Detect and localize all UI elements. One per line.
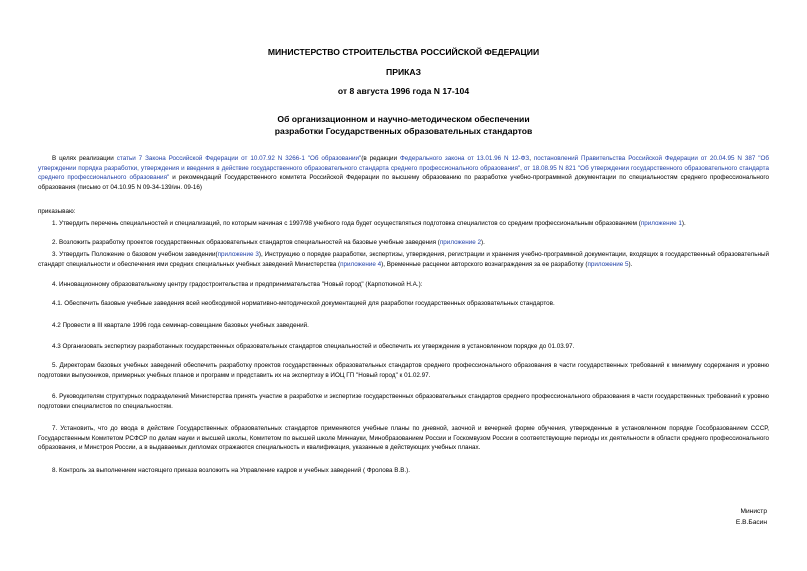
preamble-text-2: (в редакции: [361, 155, 401, 162]
ministry-heading: МИНИСТЕРСТВО СТРОИТЕЛЬСТВА РОССИЙСКОЙ ФЕДЕРАЦИИ: [267, 47, 540, 57]
preamble-text-4: и рекомендаций Государственного комитета Российской Федерации по высшему образованию по разработке учебно-программной документации по специальностям среднего профессионального образования (письмо от 04.10.95 N 09-34-139/ин. 09-16): [38, 174, 770, 191]
appendix-2-link[interactable]: приложение 2: [439, 239, 481, 246]
appendix-4-link[interactable]: приложение 4: [340, 260, 382, 268]
order-item-6: 6. Руководителям структурных подразделений Министерства принять участие в разработке и экспертизе государственных образовательных стандартов среднего профессионального образования в части государственных требований к уровню подготовки специалистов по специальностям.: [38, 393, 769, 410]
signature-role: Министр: [740, 508, 767, 515]
item-1-end: ).: [681, 220, 686, 227]
preamble-text-3: ,: [529, 155, 534, 162]
orders-label: приказываю:: [38, 208, 76, 215]
appendix-5-link[interactable]: приложение 5: [587, 260, 629, 268]
order-item-7: 7. Установить, что до ввода в действие Государственных образовательных стандартов применяются учебные планы по дневной, заочной и вечерней форме обучения, утвержденные в установленном порядке Гособразованием СССР, Государственным Комитетом РСФСР по делам науки и высшей школы, Комитетом по высшей школе Миннауки, Минобразованием России и Госкомвузом России в соответствующие периоды их деятельности в области среднего профессионального образования, и Минстроя России, а в выдаваемых дипломах отражаются специальность и квалификация, указанные в действующих учебных планах.: [38, 425, 769, 452]
item-3-mid: ), Инструкцию о порядке разработки, экспертизы, утверждения, регистрации и хранения учебно-программной документации, входящих в государственный образовательный стандарт специальности и обеспечения ими средних специальных учебных заведений Министерства (: [38, 251, 770, 268]
title-line-1: Об организационном и научно-методическом обеспечении: [277, 114, 530, 124]
order-item-1: [38, 219, 769, 229]
federal-law-link[interactable]: Федерального закона от 13.01.96 N 12-ФЗ: [400, 155, 530, 162]
order-item-4-2: 4.2 Провести в III квартале 1996 года семинар-совещание базовых учебных заведений.: [52, 322, 309, 329]
law-link[interactable]: статьи 7 Закона Российской Федерации от 10.07.92 N 3266-1 "Об образовании": [116, 155, 362, 162]
appendix-1-link[interactable]: приложение 1: [640, 220, 682, 227]
order-item-4: 4. Инновационному образовательному центру градостроительства и предпринимательства "Новый город" (Карпоткиной Н.А.):: [52, 281, 423, 288]
order-item-2: [38, 238, 769, 248]
order-item-8: 8. Контроль за выполнением настоящего приказа возложить на Управление кадров и учебных заведений ( Фролова В.В.).: [52, 467, 410, 474]
order-item-3: [38, 250, 769, 269]
item-2-text: 2. Возложить разработку проектов государственных образовательных стандартов специальностей на базовые учебные заведения (: [52, 239, 440, 246]
item-3-end: ).: [628, 260, 633, 268]
signature-name: Е.В.Басин: [735, 519, 767, 526]
preamble-paragraph: [38, 154, 769, 192]
date-number-heading: от 8 августа 1996 года N 17-104: [337, 86, 470, 96]
document-title: [0, 113, 807, 137]
government-decrees-link[interactable]: постановлений Правительства Российской Федерации от 20.04.95 N 387 "Об утверждении порядка разработки, утверждения и введения в действие государственного образовательного стандарта среднего профессионального образования", от 18.08.95 N 821 "Об утверждении государственного образовательного стандарта среднего профессионального образования": [38, 155, 769, 182]
order-item-4-1: 4.1. Обеспечить базовые учебные заведения всей необходимой нормативно-методической документацией для разработки государственных образовательных стандартов.: [52, 300, 555, 307]
appendix-3-link[interactable]: приложение 3: [217, 251, 259, 258]
doc-type-heading: ПРИКАЗ: [386, 67, 421, 77]
preamble-text-1: В целях реализации: [52, 155, 117, 162]
item-1-text: 1. Утвердить перечень специальностей и специализаций, по которым начиная с 1997/98 учебного года будет осуществляться подготовка специалистов со средним профессиональным образованием (: [52, 220, 641, 227]
order-item-5: 5. Директорам базовых учебных заведений обеспечить разработку проектов государственных образовательных стандартов среднего профессионального образования в части государственных требований к минимуму содержания и уровню подготовки выпускников, примерных учебных планов и программ и представить их на экспертизу в ИОЦ ГП "Новый город" к 01.02.97.: [38, 362, 769, 379]
item-3-text: 3. Утвердить Положение о базовом учебном заведении(: [52, 251, 218, 258]
item-2-end: ).: [480, 239, 485, 246]
item-3-mid2: ), Временные расценки авторского вознаграждения за ее разработку (: [381, 260, 588, 268]
order-item-4-3: 4.3 Организовать экспертизу разработанных государственных образовательных стандартов специальностей и обеспечить их утверждение в установленном порядке до 01.03.97.: [52, 343, 575, 350]
title-line-2: разработки Государственных образовательных стандартов: [274, 126, 533, 136]
